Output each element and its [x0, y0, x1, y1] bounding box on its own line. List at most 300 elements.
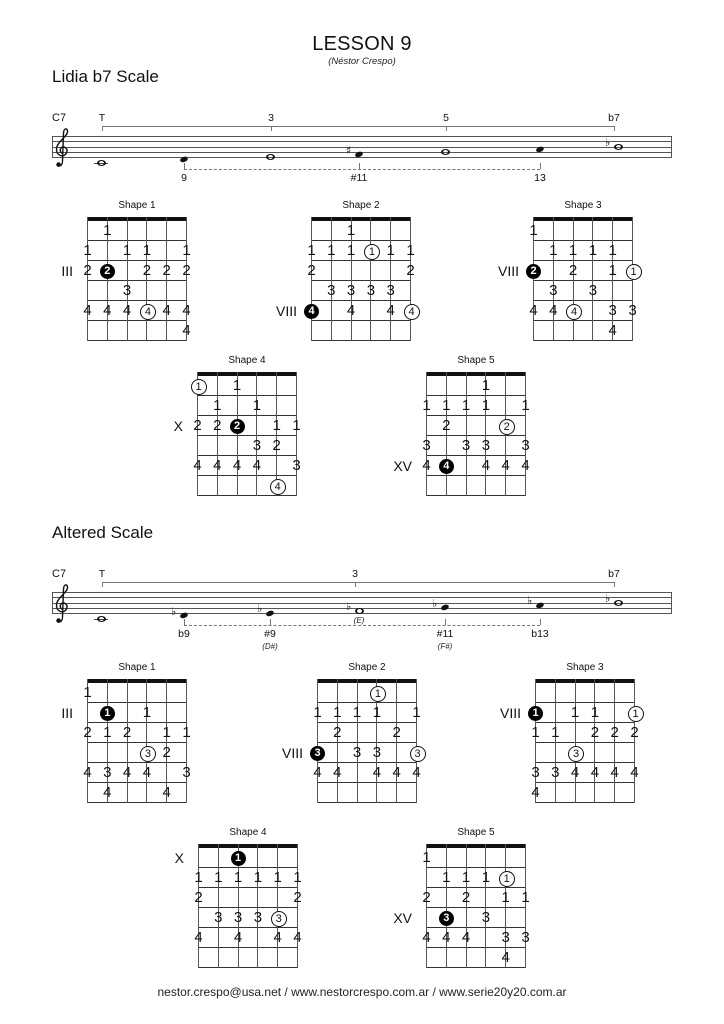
degree-label-top: T [98, 112, 106, 124]
string-line [485, 844, 486, 968]
string-line [296, 372, 297, 496]
fret-line [87, 742, 187, 743]
finger-number: 1 [481, 869, 491, 886]
flat-icon: ♭ [605, 591, 611, 605]
finger-number: 4 [442, 929, 451, 946]
string-line [337, 679, 338, 803]
finger-number: 2 [122, 724, 132, 741]
bracket-tick [184, 619, 185, 625]
whole-note-head [266, 154, 275, 160]
nut [533, 217, 633, 221]
finger-number: 1 [588, 242, 598, 259]
string-line [317, 679, 318, 803]
staff-line [52, 141, 672, 142]
circled-finger-marker: 3 [140, 746, 156, 762]
fret-line [533, 340, 633, 341]
finger-number: 1 [214, 869, 223, 886]
finger-number: 1 [551, 724, 560, 741]
shape-title: Shape 1 [118, 662, 156, 673]
finger-number: 2 [194, 889, 203, 906]
finger-number: 4 [122, 302, 132, 319]
fret-line [198, 867, 298, 868]
finger-number: 1 [346, 222, 356, 239]
finger-number: 2 [162, 262, 171, 279]
fret-position-label: VIII [275, 303, 297, 319]
fret-position-label: VIII [499, 705, 521, 721]
finger-number: 4 [531, 784, 540, 801]
finger-number: 2 [461, 889, 471, 906]
fret-line [198, 907, 298, 908]
scale-shape-diagram [61, 662, 191, 803]
shape-title: Shape 4 [228, 355, 266, 366]
staff-line [52, 136, 672, 137]
scale-shape-diagram [393, 355, 530, 496]
fret-line [426, 395, 526, 396]
fret-line [87, 802, 187, 803]
string-line [525, 844, 526, 968]
fret-line [87, 340, 187, 341]
finger-number: 1 [162, 724, 171, 741]
circled-finger-marker: 1 [364, 244, 380, 260]
finger-number: 1 [461, 397, 471, 414]
string-line [166, 217, 167, 341]
whole-note-head [614, 600, 623, 606]
fret-line [87, 240, 187, 241]
bracket-tick [540, 163, 541, 169]
fret-line [535, 702, 635, 703]
shape-title: Shape 2 [342, 200, 380, 211]
fret-line [87, 722, 187, 723]
fret-line [426, 947, 526, 948]
string-line [525, 372, 526, 496]
finger-number: 4 [590, 764, 600, 781]
fret-line [533, 240, 633, 241]
finger-number: 4 [232, 457, 242, 474]
fret-line [87, 320, 187, 321]
page-title: LESSON 9 [312, 33, 412, 55]
finger-number: 3 [549, 282, 558, 299]
shape-title: Shape 5 [457, 355, 495, 366]
finger-number: 2 [307, 262, 316, 279]
string-line [390, 217, 391, 341]
scale-shape-diagram [174, 827, 302, 968]
string-line [311, 217, 312, 341]
finger-number: 4 [213, 457, 222, 474]
fret-position-label: X [174, 850, 184, 866]
degree-label-top: b7 [608, 568, 620, 580]
chord-tones-bracket [102, 582, 614, 583]
fret-line [426, 907, 526, 908]
string-line [553, 217, 554, 341]
finger-number: 1 [568, 242, 578, 259]
finger-number: 3 [252, 437, 262, 454]
string-line [573, 217, 574, 341]
finger-number: 4 [182, 302, 191, 319]
string-line [217, 372, 218, 496]
circled-finger-marker: 1 [370, 686, 386, 702]
fret-line [197, 455, 297, 456]
finger-number: 1 [307, 242, 316, 259]
fret-line [533, 320, 633, 321]
fret-line [535, 722, 635, 723]
root-finger-marker: 1 [231, 851, 246, 866]
bracket-tick [102, 126, 103, 131]
finger-number: 2 [193, 417, 202, 434]
flat-icon: ♭ [257, 602, 263, 616]
finger-number: 3 [481, 437, 491, 454]
finger-number: 4 [142, 764, 152, 781]
finger-number: 3 [122, 282, 132, 299]
circled-finger-marker: 4 [270, 479, 286, 495]
root-finger-marker: 4 [304, 304, 319, 319]
fret-line [426, 455, 526, 456]
filled-note-head [266, 609, 275, 617]
bracket-tick [102, 582, 103, 587]
finger-number: 2 [422, 889, 431, 906]
finger-number: 4 [293, 929, 302, 946]
finger-number: 1 [531, 724, 540, 741]
scale-shape-diagram [393, 827, 530, 968]
finger-number: 3 [327, 282, 336, 299]
string-line [592, 217, 593, 341]
nut [317, 679, 417, 683]
flat-icon: ♭ [527, 594, 533, 608]
fret-line [426, 435, 526, 436]
chord-symbol: C7 [52, 568, 67, 580]
finger-number: 2 [442, 417, 451, 434]
shape-title: Shape 3 [566, 662, 604, 673]
finger-number: 4 [386, 302, 395, 319]
finger-number: 1 [521, 397, 530, 414]
nut [426, 372, 526, 376]
finger-number: 3 [521, 929, 530, 946]
root-finger-marker: 3 [439, 911, 454, 926]
finger-number: 1 [103, 724, 112, 741]
finger-number: 3 [352, 744, 362, 761]
finger-number: 1 [293, 869, 302, 886]
whole-note-head [614, 144, 623, 150]
finger-number: 1 [333, 704, 342, 721]
scale-shape-diagram [61, 200, 191, 341]
whole-note-head [355, 608, 364, 614]
treble-clef-icon [53, 583, 71, 627]
fret-position-label: X [173, 418, 183, 434]
tensions-bracket [184, 169, 540, 170]
finger-number: 3 [366, 282, 376, 299]
circled-finger-marker: 3 [568, 746, 584, 762]
flat-icon: ♭ [605, 135, 611, 149]
finger-number: 2 [568, 262, 578, 279]
enharmonic-label: (E) [353, 616, 365, 625]
finger-number: 1 [481, 377, 491, 394]
shape-title: Shape 1 [118, 200, 156, 211]
fret-line [317, 802, 417, 803]
finger-number: 1 [213, 397, 222, 414]
whole-note-head [97, 160, 106, 166]
finger-number: 2 [590, 724, 600, 741]
string-line [276, 372, 277, 496]
finger-number: 2 [213, 417, 222, 434]
fret-line [87, 762, 187, 763]
finger-number: 4 [252, 457, 262, 474]
root-finger-marker: 4 [439, 459, 454, 474]
finger-number: 3 [628, 302, 637, 319]
nut [197, 372, 297, 376]
degree-label-bottom: b9 [178, 628, 190, 640]
finger-number: 1 [346, 242, 356, 259]
fret-line [198, 887, 298, 888]
degree-label-top: b7 [608, 112, 620, 124]
string-line [634, 679, 635, 803]
circled-finger-marker: 4 [566, 304, 582, 320]
string-line [331, 217, 332, 341]
finger-number: 4 [481, 457, 491, 474]
whole-note-head [441, 149, 450, 155]
finger-number: 1 [412, 704, 421, 721]
finger-number: 1 [182, 724, 191, 741]
chord-symbol: C7 [52, 112, 67, 124]
finger-number: 1 [327, 242, 336, 259]
root-finger-marker: 1 [528, 706, 543, 721]
finger-number: 4 [162, 784, 171, 801]
fret-position-label: III [61, 263, 73, 279]
finger-number: 3 [103, 764, 112, 781]
string-line [256, 372, 257, 496]
degree-label-bottom: #11 [436, 628, 454, 640]
fret-line [198, 927, 298, 928]
root-finger-marker: 2 [230, 419, 245, 434]
string-line [416, 679, 417, 803]
section-title-altered: Altered Scale [52, 523, 154, 542]
nut [426, 844, 526, 848]
string-line [410, 217, 411, 341]
finger-number: 1 [590, 704, 600, 721]
finger-number: 1 [182, 242, 191, 259]
degree-label-bottom: b13 [531, 628, 549, 640]
nut [87, 217, 187, 221]
finger-number: 1 [142, 242, 152, 259]
finger-number: 3 [608, 302, 617, 319]
finger-number: 3 [501, 929, 510, 946]
finger-number: 1 [83, 242, 92, 259]
staff-line [52, 157, 672, 158]
fret-line [426, 867, 526, 868]
finger-number: 1 [422, 397, 431, 414]
finger-number: 2 [83, 262, 92, 279]
nut [87, 679, 187, 683]
nut [198, 844, 298, 848]
staff-end-barline [671, 136, 672, 158]
scale-shape-diagram [499, 662, 639, 803]
finger-number: 1 [103, 222, 112, 239]
circled-finger-marker: 1 [499, 871, 515, 887]
staff-line [52, 597, 672, 598]
fret-line [197, 475, 297, 476]
finger-number: 4 [521, 457, 530, 474]
string-line [370, 217, 371, 341]
fret-line [426, 475, 526, 476]
fret-line [311, 260, 411, 261]
finger-number: 4 [162, 302, 171, 319]
string-line [555, 679, 556, 803]
fret-line [311, 240, 411, 241]
string-line [87, 217, 88, 341]
nut [535, 679, 635, 683]
circled-finger-marker: 3 [271, 911, 287, 927]
fret-line [87, 782, 187, 783]
fret-line [311, 300, 411, 301]
finger-number: 4 [182, 322, 191, 339]
finger-number: 1 [233, 869, 243, 886]
fret-line [197, 495, 297, 496]
bracket-tick [355, 582, 356, 587]
root-finger-marker: 2 [100, 264, 115, 279]
nut [311, 217, 411, 221]
finger-number: 1 [252, 397, 262, 414]
finger-number: 3 [372, 744, 382, 761]
scale-shape-diagram [281, 662, 421, 803]
fret-line [535, 742, 635, 743]
string-line [257, 844, 258, 968]
flat-icon: ♭ [346, 599, 352, 613]
string-line [466, 844, 467, 968]
scale-shape-diagram [275, 200, 415, 341]
finger-number: 1 [83, 684, 92, 701]
finger-number: 2 [406, 262, 415, 279]
fret-line [197, 395, 297, 396]
finger-number: 1 [273, 869, 282, 886]
finger-number: 1 [292, 417, 301, 434]
fret-line [317, 762, 417, 763]
finger-number: 1 [521, 889, 530, 906]
bracket-tick [359, 163, 360, 169]
finger-number: 4 [83, 302, 92, 319]
string-line [218, 844, 219, 968]
finger-number: 1 [232, 377, 242, 394]
flat-icon: ♭ [171, 604, 177, 618]
finger-number: 2 [182, 262, 191, 279]
finger-number: 1 [352, 704, 362, 721]
finger-number: 4 [422, 457, 431, 474]
fret-position-label: XV [393, 458, 412, 474]
finger-number: 3 [233, 909, 243, 926]
fret-line [426, 887, 526, 888]
finger-number: 4 [501, 949, 510, 966]
string-line [594, 679, 595, 803]
string-line [614, 679, 615, 803]
finger-number: 4 [570, 764, 580, 781]
string-line [575, 679, 576, 803]
fret-line [87, 260, 187, 261]
finger-number: 2 [293, 889, 302, 906]
finger-number: 4 [461, 929, 471, 946]
finger-number: 4 [313, 764, 322, 781]
string-line [446, 372, 447, 496]
degree-label-bottom: 13 [534, 172, 546, 184]
fret-line [426, 495, 526, 496]
finger-number: 4 [529, 302, 538, 319]
finger-number: 4 [194, 929, 203, 946]
fret-line [535, 782, 635, 783]
finger-number: 4 [103, 302, 112, 319]
finger-number: 3 [551, 764, 560, 781]
finger-number: 4 [608, 322, 617, 339]
fret-line [311, 340, 411, 341]
flat-icon: ♭ [432, 596, 438, 610]
finger-number: 1 [529, 222, 538, 239]
fret-line [533, 280, 633, 281]
string-line [357, 679, 358, 803]
shape-title: Shape 4 [229, 827, 267, 838]
circled-finger-marker: 4 [404, 304, 420, 320]
chord-tones-bracket [102, 126, 614, 127]
fret-line [197, 415, 297, 416]
string-line [146, 217, 147, 341]
bracket-tick [540, 619, 541, 625]
filled-note-head [441, 604, 450, 612]
finger-number: 4 [346, 302, 356, 319]
degree-label-bottom: 9 [181, 172, 187, 184]
finger-number: 2 [83, 724, 92, 741]
fret-line [317, 722, 417, 723]
finger-number: 2 [333, 724, 342, 741]
shape-title: Shape 5 [457, 827, 495, 838]
fret-line [317, 702, 417, 703]
finger-number: 4 [333, 764, 342, 781]
finger-number: 1 [372, 704, 382, 721]
fret-position-label: XV [393, 910, 412, 926]
fret-line [198, 967, 298, 968]
degree-label-top: T [98, 568, 106, 580]
root-finger-marker: 2 [526, 264, 541, 279]
finger-number: 4 [193, 457, 202, 474]
finger-number: 3 [292, 457, 301, 474]
circled-finger-marker: 1 [628, 706, 644, 722]
circled-finger-marker: 4 [140, 304, 156, 320]
fret-line [87, 280, 187, 281]
sharp-icon: ♯ [346, 143, 352, 157]
finger-number: 3 [253, 909, 263, 926]
root-finger-marker: 3 [310, 746, 325, 761]
circled-finger-marker: 1 [626, 264, 642, 280]
finger-number: 1 [570, 704, 580, 721]
finger-number: 2 [142, 262, 152, 279]
fret-line [197, 435, 297, 436]
degree-label-bottom: #9 [264, 628, 276, 640]
finger-number: 1 [442, 397, 451, 414]
finger-number: 3 [214, 909, 223, 926]
fret-line [426, 415, 526, 416]
finger-number: 1 [313, 704, 322, 721]
string-line [127, 217, 128, 341]
page-author: (Néstor Crespo) [328, 56, 396, 67]
string-line [186, 679, 187, 803]
staff-end-barline [671, 592, 672, 614]
string-line [146, 679, 147, 803]
string-line [277, 844, 278, 968]
string-line [297, 844, 298, 968]
degree-label-bottom: #11 [350, 172, 368, 184]
finger-number: 4 [412, 764, 421, 781]
finger-number: 1 [501, 889, 510, 906]
fret-line [426, 967, 526, 968]
finger-number: 2 [630, 724, 639, 741]
finger-number: 2 [162, 744, 171, 761]
bracket-tick [270, 619, 271, 625]
finger-number: 4 [422, 929, 431, 946]
finger-number: 1 [142, 704, 152, 721]
section-title-lidia: Lidia b7 Scale [52, 67, 159, 86]
